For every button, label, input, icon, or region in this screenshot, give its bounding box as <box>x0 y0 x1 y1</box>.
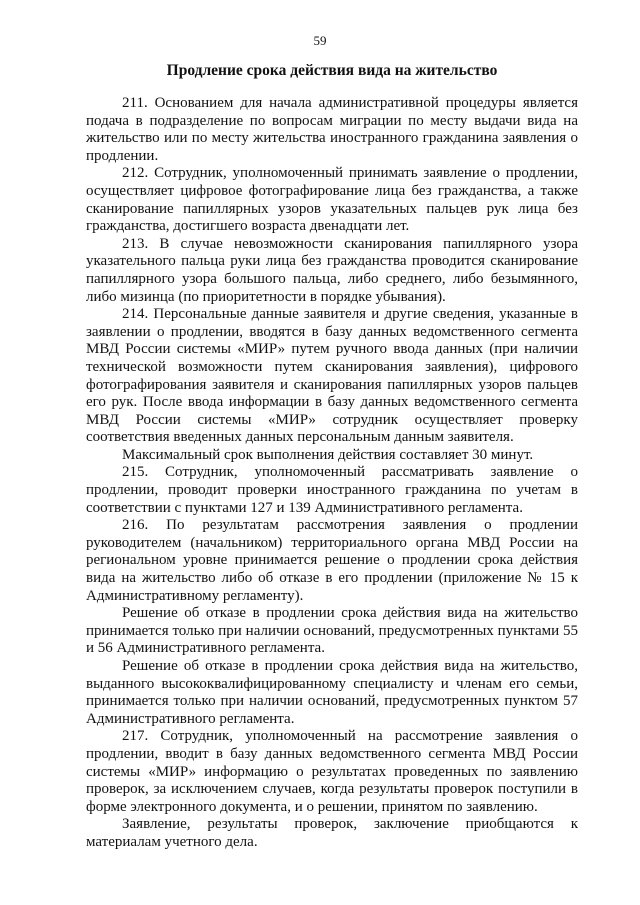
page-number: 59 <box>313 33 327 48</box>
paragraph-refusal-general: Решение об отказе в продлении срока действия вида на жительство принимается только при наличии оснований, предусмотренных пунктами 55 и 56 Административного регламента. <box>86 605 578 657</box>
paragraph-refusal-specialist: Решение об отказе в продлении срока действия вида на жительство, выданного высококвалифицированному специалисту и членам его семьи, принимается только при наличии оснований, предусмотренных пунктом 57 Административного регламента. <box>86 658 578 727</box>
paragraph-case-file: Заявление, результаты проверок, заключение приобщаются к материалам учетного дела. <box>86 816 578 850</box>
body-text <box>86 95 578 852</box>
paragraph-213: 213. В случае невозможности сканирования папиллярного узора указательного пальца руки лица без гражданства проводится сканирование папиллярного узора большого пальца, либо среднего, либо безымянного, либо мизинца (по приоритетности в порядке убывания). <box>86 235 578 305</box>
paragraph-214: 214. Персональные данные заявителя и другие сведения, указанные в заявлении о продлении, вводятся в базу данных ведомственного сегмента МВД России системы «МИР» путем ручного ввода данных (при наличии технической возможности путем сканирования заявления), цифрового фотографирования заявителя и сканирования папиллярных узоров пальцев его рук. После ввода информации в базу данных ведомственного сегмента МВД России системы «МИР» сотрудник осуществляет проверку соответствия введенных данных персональным данным заявителя. <box>86 306 578 446</box>
paragraph-215: 215. Сотрудник, уполномоченный рассматривать заявление о продлении, проводит проверки иностранного гражданина по учетам в соответствии с пунктами 127 и 139 Административного регламента. <box>86 464 578 516</box>
paragraph-212: 212. Сотрудник, уполномоченный принимать заявление о продлении, осуществляет цифровое фотографирование лица без гражданства, а также сканирование папиллярных узоров указательных пальцев рук лица без гражданства, достигшего возраста двенадцати лет. <box>86 165 578 235</box>
paragraph-211: 211. Основанием для начала административной процедуры является подача в подразделение по вопросам миграции по месту выдачи вида на жительство или по месту жительства иностранного гражданина заявления о продлении. <box>86 95 578 164</box>
paragraph-217: 217. Сотрудник, уполномоченный на рассмотрение заявления о продлении, вводит в базу данных ведомственного сегмента МВД России системы «МИР» информацию о результатах проведенных по заявлению проверок, за исключением случаев, когда результаты проверок поступили в форме электронного документа, и о решении, принятом по заявлению. <box>86 728 578 815</box>
section-title: Продление срока действия вида на жительство <box>166 62 498 79</box>
paragraph-216: 216. По результатам рассмотрения заявления о продлении руководителем (начальником) территориального органа МВД России на региональном уровне принимается решение о продлении срока действия вида на жительство либо об отказе в его продлении (приложение № 15 к Административному регламенту). <box>86 517 578 604</box>
paragraph-max-time: Максимальный срок выполнения действия составляет 30 минут. <box>122 446 534 463</box>
